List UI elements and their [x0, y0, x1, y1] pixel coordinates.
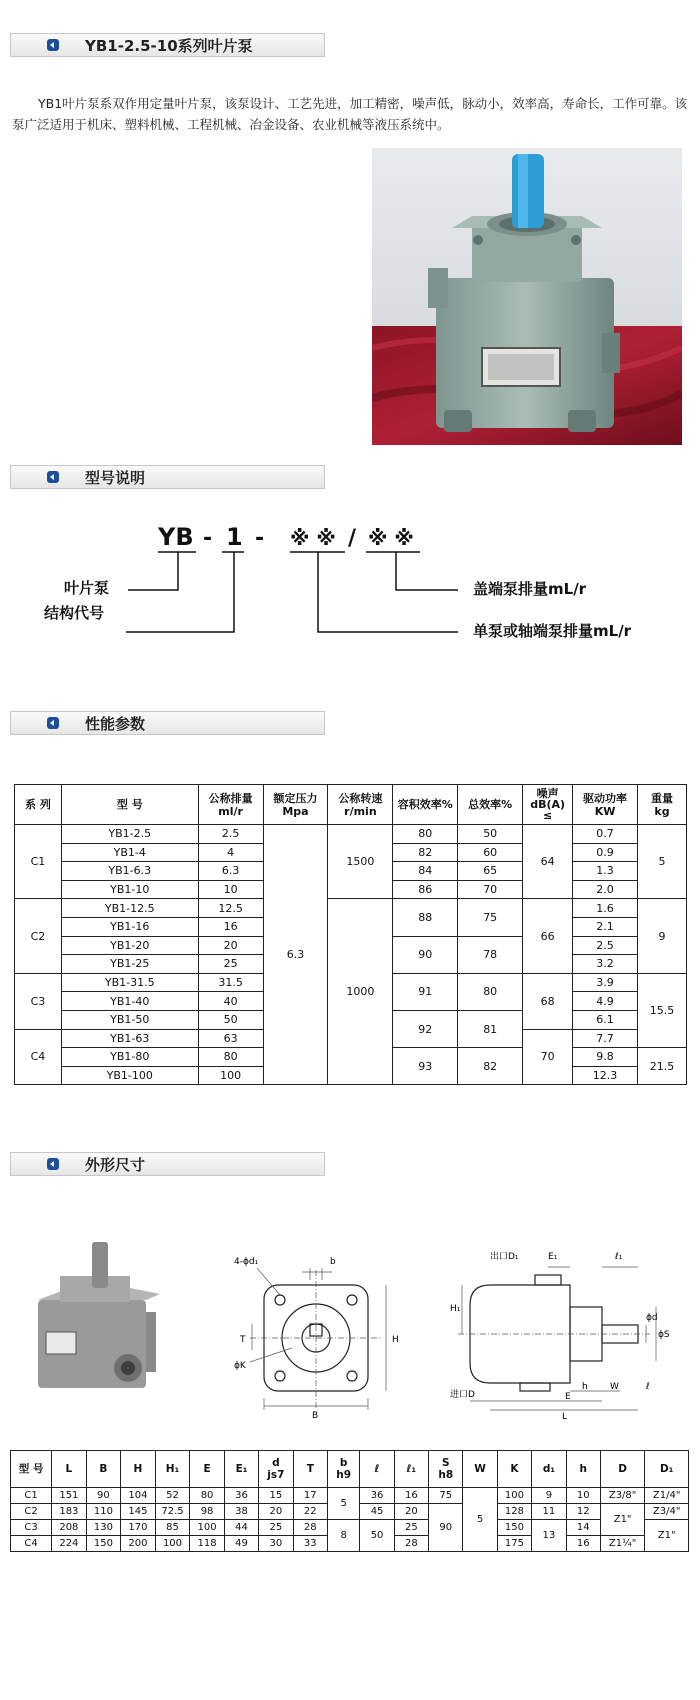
section-header-model: 型号说明	[10, 465, 325, 489]
model-diagram	[0, 508, 700, 658]
model-code-yb: YB	[158, 523, 194, 551]
section-header-product: YB1-2.5-10系列叶片泵	[10, 33, 325, 57]
table-row: YB1-25 25 3.2	[15, 955, 687, 974]
section-header-performance: 性能参数	[10, 711, 325, 735]
product-intro: YB1叶片泵系双作用定量叶片泵，该泵设计、工艺先进，加工精密，噪声低，脉动小，效率高，寿命长，工作可靠。该泵广泛适用于机床、塑料机械、工程机械、冶金设备、农业机械等液压系统中。	[12, 96, 688, 132]
table-row: YB1-40 40 4.9	[15, 992, 687, 1011]
label-h1: H₁	[450, 1304, 461, 1314]
table-row: YB1-4 4 82 60 0.9	[15, 843, 687, 862]
label-t: T	[240, 1335, 246, 1345]
arrow-left-icon	[47, 39, 59, 51]
side-view-drawing	[450, 1245, 675, 1420]
label-e1: E₁	[548, 1252, 558, 1262]
section-header-dimensions: 外形尺寸	[10, 1152, 325, 1176]
table-row: YB1-80 80 93 82 9.8 21.5	[15, 1048, 687, 1067]
arrow-left-icon	[47, 717, 59, 729]
label-phik: ϕK	[234, 1361, 246, 1371]
label-phis: ϕS	[658, 1330, 670, 1340]
table-row: YB1-100 100 12.3	[15, 1066, 687, 1085]
model-dash: -	[255, 526, 265, 551]
label-phid: ϕd	[646, 1313, 658, 1323]
table-row: YB1-6.3 6.3 84 65 1.3	[15, 862, 687, 881]
label-l: L	[562, 1412, 568, 1420]
label-hh: h	[582, 1382, 588, 1392]
label-cover-displacement: 盖端泵排量mL/r	[473, 580, 587, 598]
table-row: C1 YB1-2.5 2.5 6.3 1500 80 50 64 0.7 5	[15, 825, 687, 844]
table-row: C1 151 90 104 52 80 36 15 17 5 36 16 75 5 100 9 10 Z3/8" Z1/4"	[11, 1488, 689, 1504]
pump-thumbnail	[20, 1240, 170, 1400]
table-row: YB1-10 10 86 70 2.0	[15, 880, 687, 899]
table-row: C3 208 130 170 85 100 44 25 28 8 50 25 150 13 14 Z1"	[11, 1520, 689, 1536]
label-b: b	[330, 1257, 336, 1267]
label-vane-pump: 叶片泵	[64, 579, 110, 597]
pump-photo	[372, 148, 682, 445]
table-header-row: 型 号 L B H H₁ E E₁ d js7 T b h9 ℓ ℓ₁ S h8 W K d₁ h D D₁	[11, 1451, 689, 1488]
model-dash: -	[203, 526, 213, 551]
label-e: E	[565, 1392, 571, 1402]
table-header-row: 系 列 型 号 公称排量 ml/r 额定压力 Mpa 公称转速 r/min 容积效率% 总效率% 噪声 dB(A) ≤ 驱动功率 KW 重量 kg	[15, 785, 687, 825]
label-inlet: 进口D	[450, 1390, 475, 1400]
label-outlet: 出口D₁	[490, 1252, 519, 1262]
table-row: C3 YB1-31.5 31.5 91 80 68 3.9 15.5	[15, 973, 687, 992]
table-row: C4 224 150 200 100 118 49 30 33 28 175 16 Z1¼"	[11, 1536, 689, 1552]
performance-table	[14, 784, 687, 1085]
label-bolt-holes: 4-ϕd₁	[234, 1257, 259, 1267]
label-bw: B	[312, 1411, 319, 1420]
label-w: W	[610, 1382, 619, 1392]
label-ell: ℓ	[646, 1382, 650, 1392]
label-single-displacement: 单泵或轴端泵排量mL/r	[473, 622, 632, 640]
model-code-1: 1	[226, 523, 243, 551]
model-slash: /	[348, 526, 357, 551]
table-row: YB1-50 50 92 81 6.1	[15, 1010, 687, 1029]
label-l1: ℓ₁	[615, 1252, 623, 1262]
table-row: C4 YB1-63 63 70 7.7	[15, 1029, 687, 1048]
arrow-left-icon	[47, 471, 59, 483]
table-row: YB1-16 16 2.1	[15, 917, 687, 936]
label-structure-code: 结构代号	[44, 604, 105, 622]
dimensions-table	[10, 1450, 689, 1552]
model-placeholder-1: ※ ※	[290, 526, 336, 550]
front-view-drawing	[232, 1250, 412, 1420]
table-row: C2 183 110 145 72.5 98 38 20 22 45 20 90 128 11 12 Z1" Z3/4"	[11, 1504, 689, 1520]
table-row: C2 YB1-12.5 12.5 1000 88 75 66 1.6 9	[15, 899, 687, 918]
label-h: H	[392, 1335, 399, 1345]
table-row: YB1-20 20 90 78 2.5	[15, 936, 687, 955]
model-placeholder-2: ※ ※	[368, 526, 414, 550]
arrow-left-icon	[47, 1158, 59, 1170]
